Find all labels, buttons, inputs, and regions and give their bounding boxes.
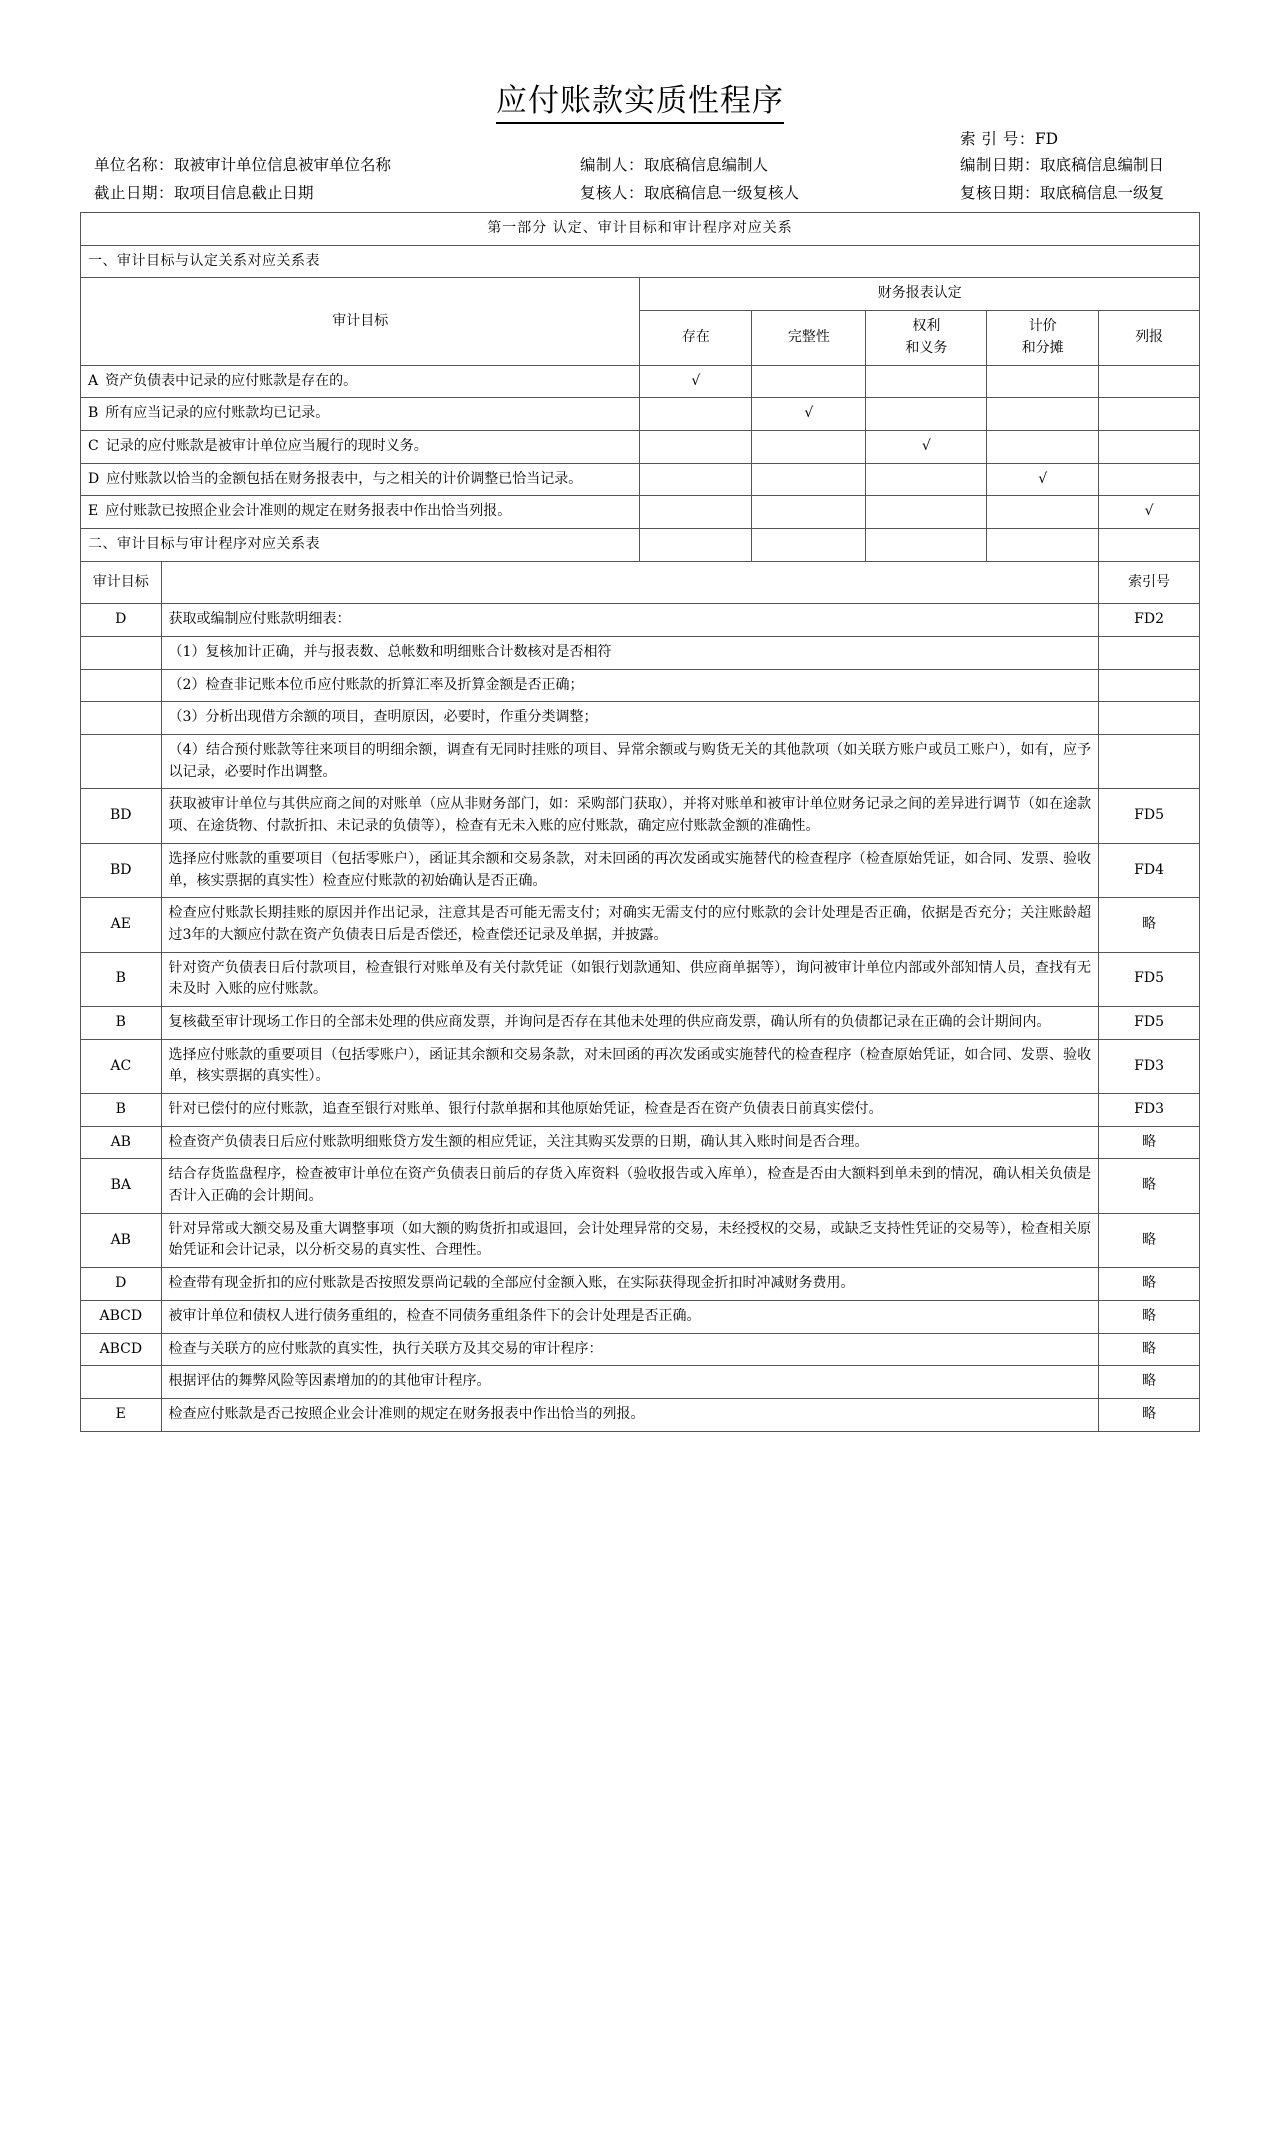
meta-reviewer [580,186,799,202]
table-row [81,604,1200,637]
section-two-title-row [81,528,1200,561]
meta-cutoff-date [94,186,314,202]
part-one-title-row [81,213,1200,246]
assertion-col-rights-obligations-line2: 和义务 [905,339,948,356]
procedure-index-4 [1099,735,1200,789]
assertion-row-c-key: C [88,437,99,454]
procedure-text-19: 检查应付账款是否己按照企业会计准则的规定在财务报表中作出恰当的列报。 [161,1398,1099,1431]
table-row [81,898,1200,952]
assertion-d-presentation [1099,463,1200,496]
document-header-meta [80,130,1200,203]
assertion-col-valuation-allocation-line2: 和分摊 [1021,339,1064,356]
assertion-col-rights-obligations-line1: 权利 [912,318,941,335]
procedure-text-6: 选择应付账款的重要项目（包括零账户），函证其余额和交易条款，对未回函的再次发函或实施替代的检查程序（检查原始凭证，如合同、发票、验收单，核实票据的真实性）检查应付账款的初始确认是否正确。 [161,843,1099,897]
procedure-index-2 [1099,669,1200,702]
assertion-row-a-key: A [88,372,99,389]
table-row [81,1333,1200,1366]
table-row [81,1006,1200,1039]
meta-unit-name-value: 取被审计单位信息被审单位名称 [174,156,392,175]
procedure-index-1 [1099,637,1200,670]
procedure-text-10: 选择应付账款的重要项目（包括零账户），函证其余额和交易条款，对未回函的再次发函或实施替代的检查程序（检查原始凭证，如合同、发票、验收单，核实票据的真实性）。 [161,1039,1099,1093]
assertion-row-a-text: 资产负债表中记录的应付账款是存在的。 [105,372,358,389]
procedure-index-17: 略 [1099,1333,1200,1366]
assertion-row-d [81,463,640,496]
table-row [81,789,1200,843]
meta-unit-name-label: 单位名称： [94,156,175,175]
procedure-index-19: 略 [1099,1398,1200,1431]
procedure-goal-6: BD [81,843,162,897]
procedure-text-1: （1）复核加计正确，并与报表数、总帐数和明细账合计数核对是否相符 [161,637,1099,670]
procedure-index-15: 略 [1099,1268,1200,1301]
assertion-header-row-1 [81,278,1200,311]
table-row [81,463,1200,496]
assertion-row-c-text: 记录的应付账款是被审计单位应当履行的现时义务。 [105,437,428,454]
procedure-goal-8: B [81,952,162,1006]
procedure-index-6: FD4 [1099,843,1200,897]
page-title-text: 应付账款实质性程序 [496,83,784,124]
assertion-e-completeness [752,496,866,529]
meta-cutoff-date-value: 取项目信息截止日期 [174,184,314,203]
assertion-a-presentation [1099,365,1200,398]
meta-reviewer-label: 复核人： [580,184,645,203]
assertion-d-rights [866,463,987,496]
assertion-a-rights [866,365,987,398]
table-row [81,735,1200,789]
procedure-goal-19: E [81,1398,162,1431]
meta-review-date [960,186,1164,202]
assertion-row-e [81,496,640,529]
meta-preparer-value: 取底稿信息编制人 [644,156,769,175]
meta-preparer-label: 编制人： [580,156,645,175]
assertion-b-valuation [987,398,1099,431]
assertion-col-presentation: 列报 [1099,311,1200,365]
table-row [81,1366,1200,1399]
procedure-goal-3 [81,702,162,735]
table-row [81,952,1200,1006]
procedure-text-14: 针对异常或大额交易及重大调整事项（如大额的购货折扣或退回，会计处理异常的交易，未经授权的交易，或缺乏支持性凭证的交易等），检查相关原始凭证和会计记录，以分析交易的真实性、合理性。 [161,1213,1099,1267]
procedure-index-header: 索引号 [1099,561,1200,604]
assertion-d-valuation: √ [987,463,1099,496]
assertion-goal-header: 审计目标 [81,278,640,365]
meta-prepare-date-value: 取底稿信息编制日 [1040,156,1165,175]
procedure-text-3: （3）分析出现借方余额的项目，查明原因，必要时，作重分类调整； [161,702,1099,735]
procedure-index-5: FD5 [1099,789,1200,843]
procedure-index-10: FD3 [1099,1039,1200,1093]
meta-review-date-value: 取底稿信息一级复 [1040,184,1165,203]
audit-program-sheet [80,212,1200,1432]
procedure-index-11: FD3 [1099,1094,1200,1127]
procedure-goal-11: B [81,1094,162,1127]
table-row [81,1268,1200,1301]
procedure-index-16: 略 [1099,1300,1200,1333]
procedure-index-18: 略 [1099,1366,1200,1399]
table-row [81,1094,1200,1127]
assertion-row-d-key: D [88,470,100,487]
assertion-col-valuation-allocation-line1: 计价 [1028,318,1057,335]
procedure-text-18: 根据评估的舞弊风险等因素增加的的其他审计程序。 [161,1366,1099,1399]
table-row [81,669,1200,702]
table-row [81,1300,1200,1333]
table-row [81,1213,1200,1267]
assertion-row-e-text: 应付账款已按照企业会计准则的规定在财务报表中作出恰当列报。 [105,503,512,520]
assertion-col-rights-obligations [866,311,987,365]
procedure-goal-header: 审计目标 [81,561,162,604]
table-row [81,1039,1200,1093]
table-row [81,1126,1200,1159]
procedure-goal-7: AE [81,898,162,952]
meta-index-number-label: 索 引 号： [960,130,1035,149]
section-two-spacer-3 [866,528,987,561]
procedure-index-13: 略 [1099,1159,1200,1213]
assertion-b-presentation [1099,398,1200,431]
procedure-text-16: 被审计单位和债权人进行债务重组的，检查不同债务重组条件下的会计处理是否正确。 [161,1300,1099,1333]
procedure-goal-17: ABCD [81,1333,162,1366]
procedure-goal-5: BD [81,789,162,843]
assertion-row-e-key: E [88,503,99,520]
procedure-text-9: 复核截至审计现场工作日的全部未处理的供应商发票，并询问是否存在其他未处理的供应商发票，确认所有的负债都记录在正确的会计期间内。 [161,1006,1099,1039]
assertion-group-header: 财务报表认定 [640,278,1200,311]
procedure-text-5: 获取被审计单位与其供应商之间的对账单（应从非财务部门，如：采购部门获取），并将对账单和被审计单位财务记录之间的差异进行调节（如在途款项、在途货物、付款折扣、未记录的负债等），检查有无未入账的应付账款，确定应付账款金额的准确性。 [161,789,1099,843]
part-one-title: 第一部分 认定、审计目标和审计程序对应关系 [81,213,1200,246]
table-row [81,702,1200,735]
assertion-c-valuation [987,430,1099,463]
table-row [81,637,1200,670]
procedure-text-12: 检查资产负债表日后应付账款明细账贷方发生额的相应凭证，关注其购买发票的日期，确认其入账时间是否合理。 [161,1126,1099,1159]
assertion-a-valuation [987,365,1099,398]
assertion-b-completeness: √ [752,398,866,431]
section-one-title-row [81,245,1200,278]
procedure-header-row [81,561,1200,604]
procedure-text-8: 针对资产负债表日后付款项目，检查银行对账单及有关付款凭证（如银行划款通知、供应商单据等），询问被审计单位内部或外部知情人员，查找有无未及时 入账的应付账款。 [161,952,1099,1006]
table-row [81,365,1200,398]
assertion-e-rights [866,496,987,529]
procedure-goal-14: AB [81,1213,162,1267]
meta-unit-name [94,158,391,174]
procedure-index-12: 略 [1099,1126,1200,1159]
procedure-goal-18 [81,1366,162,1399]
procedure-index-9: FD5 [1099,1006,1200,1039]
assertion-e-valuation [987,496,1099,529]
meta-cutoff-date-label: 截止日期： [94,184,175,203]
procedure-text-15: 检查带有现金折扣的应付账款是否按照发票尚记载的全部应付金额入账，在实际获得现金折扣时冲减财务费用。 [161,1268,1099,1301]
procedure-goal-10: AC [81,1039,162,1093]
section-two-title: 二、审计目标与审计程序对应关系表 [81,528,640,561]
procedure-text-0: 获取或编制应付账款明细表： [161,604,1099,637]
assertion-col-existence: 存在 [640,311,752,365]
procedure-text-11: 针对已偿付的应付账款，追查至银行对账单、银行付款单据和其他原始凭证，检查是否在资产负债表日前真实偿付。 [161,1094,1099,1127]
procedure-index-14: 略 [1099,1213,1200,1267]
procedure-index-0: FD2 [1099,604,1200,637]
procedure-goal-13: BA [81,1159,162,1213]
procedure-goal-9: B [81,1006,162,1039]
assertion-a-existence: √ [640,365,752,398]
assertion-row-b [81,398,640,431]
meta-review-date-label: 复核日期： [960,184,1041,203]
table-row [81,496,1200,529]
assertion-c-completeness [752,430,866,463]
assertion-col-completeness: 完整性 [752,311,866,365]
procedure-goal-0: D [81,604,162,637]
section-two-spacer-1 [640,528,752,561]
procedure-goal-16: ABCD [81,1300,162,1333]
table-row [81,1398,1200,1431]
assertion-c-existence [640,430,752,463]
procedure-goal-12: AB [81,1126,162,1159]
section-two-spacer-2 [752,528,866,561]
procedure-text-7: 检查应付账款长期挂账的原因并作出记录，注意其是否可能无需支付；对确实无需支付的应付账款的会计处理是否正确，依据是否充分；关注账龄超过3年的大额应付款在资产负债表日后是否偿还，检查偿还记录及单据，并披露。 [161,898,1099,952]
assertion-b-existence [640,398,752,431]
assertion-e-existence [640,496,752,529]
assertion-row-a [81,365,640,398]
assertion-b-rights [866,398,987,431]
assertion-row-b-text: 所有应当记录的应付账款均已记录。 [105,405,330,422]
assertion-a-completeness [752,365,866,398]
table-row [81,843,1200,897]
assertion-e-presentation: √ [1099,496,1200,529]
assertion-row-c [81,430,640,463]
assertion-row-b-key: B [88,405,99,422]
table-row [81,398,1200,431]
meta-index-number [960,132,1058,148]
procedure-content-header [161,561,1099,604]
table-row [81,430,1200,463]
procedure-text-2: （2）检查非记账本位币应付账款的折算汇率及折算金额是否正确； [161,669,1099,702]
assertion-d-completeness [752,463,866,496]
procedure-text-13: 结合存货监盘程序，检查被审计单位在资产负债表日前后的存货入库资料（验收报告或入库单），检查是否由大额料到单未到的情况，确认相关负债是否计入正确的会计期间。 [161,1159,1099,1213]
assertion-c-presentation [1099,430,1200,463]
procedure-index-3 [1099,702,1200,735]
meta-prepare-date [960,158,1164,174]
meta-reviewer-value: 取底稿信息一级复核人 [644,184,800,203]
meta-index-number-value: FD [1034,130,1059,149]
procedure-goal-15: D [81,1268,162,1301]
assertion-c-rights: √ [866,430,987,463]
page-title [80,0,1200,118]
assertion-col-valuation-allocation [987,311,1099,365]
procedure-text-4: （4）结合预付账款等往来项目的明细余额，调查有无同时挂账的项目、异常余额或与购货无关的其他款项（如关联方账户或员工账户），如有，应予以记录，必要时作出调整。 [161,735,1099,789]
procedure-goal-4 [81,735,162,789]
meta-preparer [580,158,768,174]
table-row [81,1159,1200,1213]
procedure-goal-1 [81,637,162,670]
section-one-title: 一、审计目标与认定关系对应关系表 [81,245,1200,278]
procedure-text-17: 检查与关联方的应付账款的真实性，执行关联方及其交易的审计程序： [161,1333,1099,1366]
procedure-index-8: FD5 [1099,952,1200,1006]
meta-prepare-date-label: 编制日期： [960,156,1041,175]
section-two-spacer-4 [987,528,1099,561]
procedure-index-7: 略 [1099,898,1200,952]
assertion-row-d-text: 应付账款以恰当的金额包括在财务报表中，与之相关的计价调整已恰当记录。 [106,470,583,487]
procedure-goal-2 [81,669,162,702]
section-two-spacer-5 [1099,528,1200,561]
assertion-d-existence [640,463,752,496]
